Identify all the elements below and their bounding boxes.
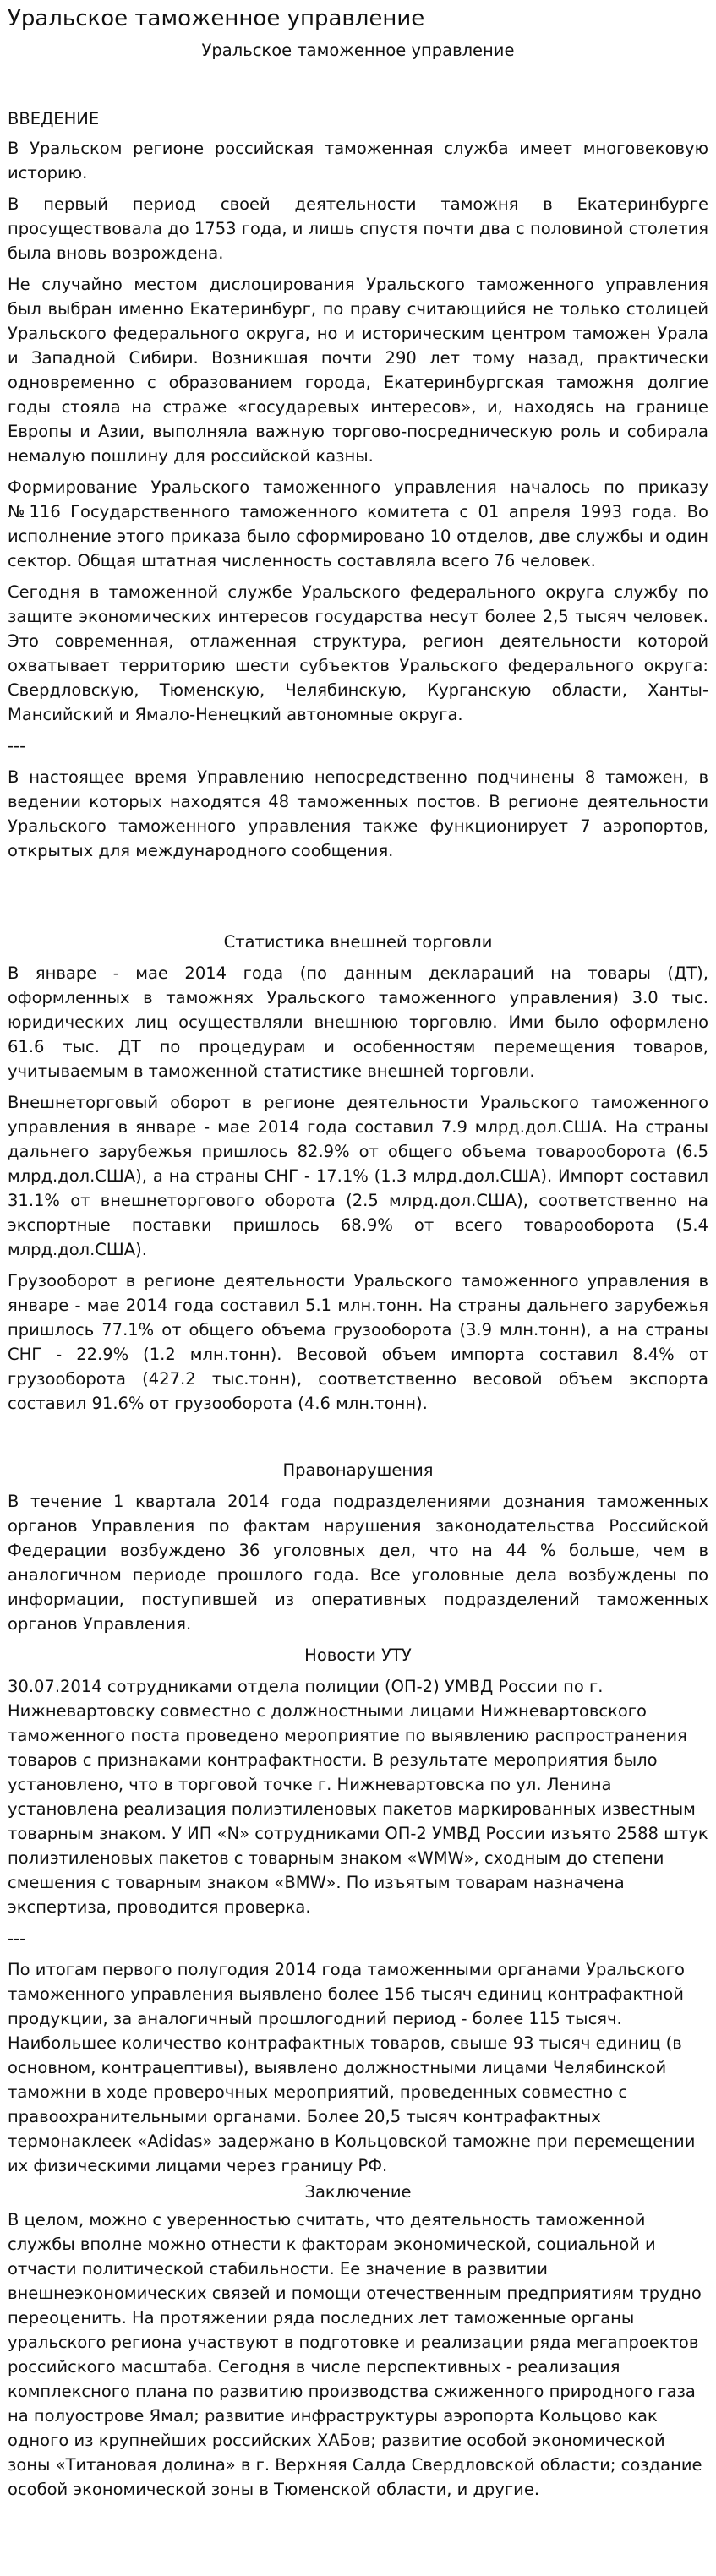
document-subtitle: Уральское таможенное управление <box>201 41 515 60</box>
intro-paragraph: Не случайно местом дислоцирования Уральского таможенного управления был выбран именно Екатеринбург, по праву считающийся не только столицей Уральского федерального округа, но и историческим центром таможен Урала и Западной Сибири. Возникшая почти 290 лет тому назад, практически одновременно с образованием города, Екатеринбургская таможня долгие годы стояла на страже «государевых интересов», и, находясь на границе Европы и Азии, выполняла важную торгово-посредническую роль и собирала немалую пошлину для российской казны. <box>8 275 708 466</box>
intro-paragraph: В Уральском регионе российская таможенная служба имеет многовековую историю. <box>8 139 708 183</box>
intro-heading: ВВЕДЕНИЕ <box>8 109 100 128</box>
intro-paragraph: В первый период своей деятельности таможня в Екатеринбурге просуществовала до 1753 года, и лишь спустя почти два с половиной столетия была вновь возрождена. <box>8 194 708 263</box>
news-paragraph: По итогам первого полугодия 2014 года таможенными органами Уральского таможенного управления выявлено более 156 тысяч единиц контрафактной продукции, за аналогичный прошлогодний период - более 115 тысяч. Наибольшее количество контрафактных товаров, свыше 93 тысяч единиц (в основном, контрацептивы), выявлено должностными лицами Челябинской таможни в ходе проверочных мероприятий, проведенных совместно с правоохранительными органами. Более 20,5 тысяч контрафактных термонаклеек «Adidas» задержано в Кольцовской таможне при перемещении их физическими лицами через границу РФ. <box>8 1960 696 2175</box>
intro-paragraph: Сегодня в таможенной службе Уральского федерального округа службу по защите экономических интересов государства несут более 2,5 тысяч человек. Это современная, отлаженная структура, регион деятельности которой охватывает территорию шести субъектов Уральского федерального округа: Свердловскую, Тюменскую, Челябинскую, Курганскую области, Ханты-Мансийский и Ямало-Ненецкий автономные округа. <box>8 582 708 724</box>
stats-paragraph: Внешнеторговый оборот в регионе деятельности Уральского таможенного управления в январе - мае 2014 года составил 7.9 млрд.дол.США. На страны дальнего зарубежья пришлось 82.9% от общего объема товарооборота (6.5 млрд.дол.США), а на страны СНГ - 17.1% (1.3 млрд.дол.США). Импорт составил 31.1% от внешнеторгового оборота (2.5 млрд.дол.США), соответственно на экспортные поставки пришлось 68.9% от всего товарооборота (5.4 млрд.дол.США). <box>8 1093 708 1259</box>
conclusion-heading: Заключение <box>304 2182 412 2202</box>
offenses-paragraph: В течение 1 квартала 2014 года подразделениями дознания таможенных органов Управления по фактам нарушения законодательства Российской Федерации возбуждено 36 уголовных дел, что на 44 % больше, чем в аналогичном периоде прошлого года. Все уголовные дела возбуждены по информации, поступившей из оперативных подразделений таможенных органов Управления. <box>8 1492 708 1634</box>
separator: --- <box>8 1929 26 1948</box>
intro-paragraph: В настоящее время Управлению непосредственно подчинены 8 таможен, в ведении которых находятся 48 таможенных постов. В регионе деятельности Уральского таможенного управления также функционирует 7 аэропортов, открытых для международного сообщения. <box>8 767 708 860</box>
stats-heading: Статистика внешней торговли <box>223 932 493 952</box>
news-heading: Новости УТУ <box>304 1645 412 1665</box>
intro-paragraph: Формирование Уральского таможенного управления началось по приказу №116 Государственного таможенного комитета с 01 апреля 1993 года. Во исполнение этого приказа было сформировано 10 отделов, две службы и один сектор. Общая штатная численность составляла всего 76 человек. <box>8 478 708 570</box>
offenses-heading: Правонарушения <box>282 1460 434 1480</box>
news-paragraph: 30.07.2014 сотрудниками отдела полиции (ОП-2) УМВД России по г. Нижневартовску совместно с должностными лицами Нижневартовского таможенного поста проведено мероприятие по выявлению распространения товаров с признаками контрафактности. В результате мероприятия было установлено, что в торговой точке г. Нижневартовска по ул. Ленина установлена реализация полиэтиленовых пакетов маркированных известным товарным знаком. У ИП «N» сотрудниками ОП-2 УМВД России изъято 2588 штук полиэтиленовых пакетов с товарным знаком «WMW», сходным до степени смешения с товарным знаком «BMW». По изъятым товарам назначена экспертиза, проводится проверка. <box>8 1677 708 1917</box>
stats-paragraph: В январе - мае 2014 года (по данным деклараций на товары (ДТ), оформленных в таможнях Уральского таможенного управления) 3.0 тыс. юридических лиц осуществляли внешнюю торговлю. Ими было оформлено 61.6 тыс. ДТ по процедурам и особенностям перемещения товаров, учитываемым в таможенной статистике внешней торговли. <box>8 963 708 1081</box>
separator: --- <box>8 736 26 756</box>
conclusion-paragraph: В целом, можно с уверенностью считать, что деятельность таможенной службы вполне можно отнести к факторам экономической, социальной и отчасти политической стабильности. Ее значение в развитии внешнеэкономических связей и помощи отечественным предприятиям трудно переоценить. На протяжении ряда последних лет таможенные органы уральского региона участвуют в подготовке и реализации ряда мегапроектов российского масштаба. Сегодня в числе перспективных - реализация комплексного плана по развитию производства сжиженного природного газа на полуострове Ямал; развитие инфраструктуры аэропорта Кольцово как одного из крупнейших российских ХАБов; развитие особой экономической зоны «Титановая долина» в г. Верхняя Салда Свердловской области; создание особой экономической зоны в Тюменской области, и другие. <box>8 2210 702 2499</box>
stats-paragraph: Грузооборот в регионе деятельности Уральского таможенного управления в январе - мае 2014 года составил 5.1 млн.тонн. На страны дальнего зарубежья пришлось 77.1% от общего объема грузооборота (3.9 млн.тонн), а на страны СНГ - 22.9% (1.2 млн.тонн). Весовой объем импорта составил 8.4% от грузооборота (427.2 тыс.тонн), соответственно весовой объем экспорта составил 91.6% от грузооборота (4.6 млн.тонн). <box>8 1271 708 1413</box>
document-title: Уральское таможенное управление <box>8 6 425 31</box>
